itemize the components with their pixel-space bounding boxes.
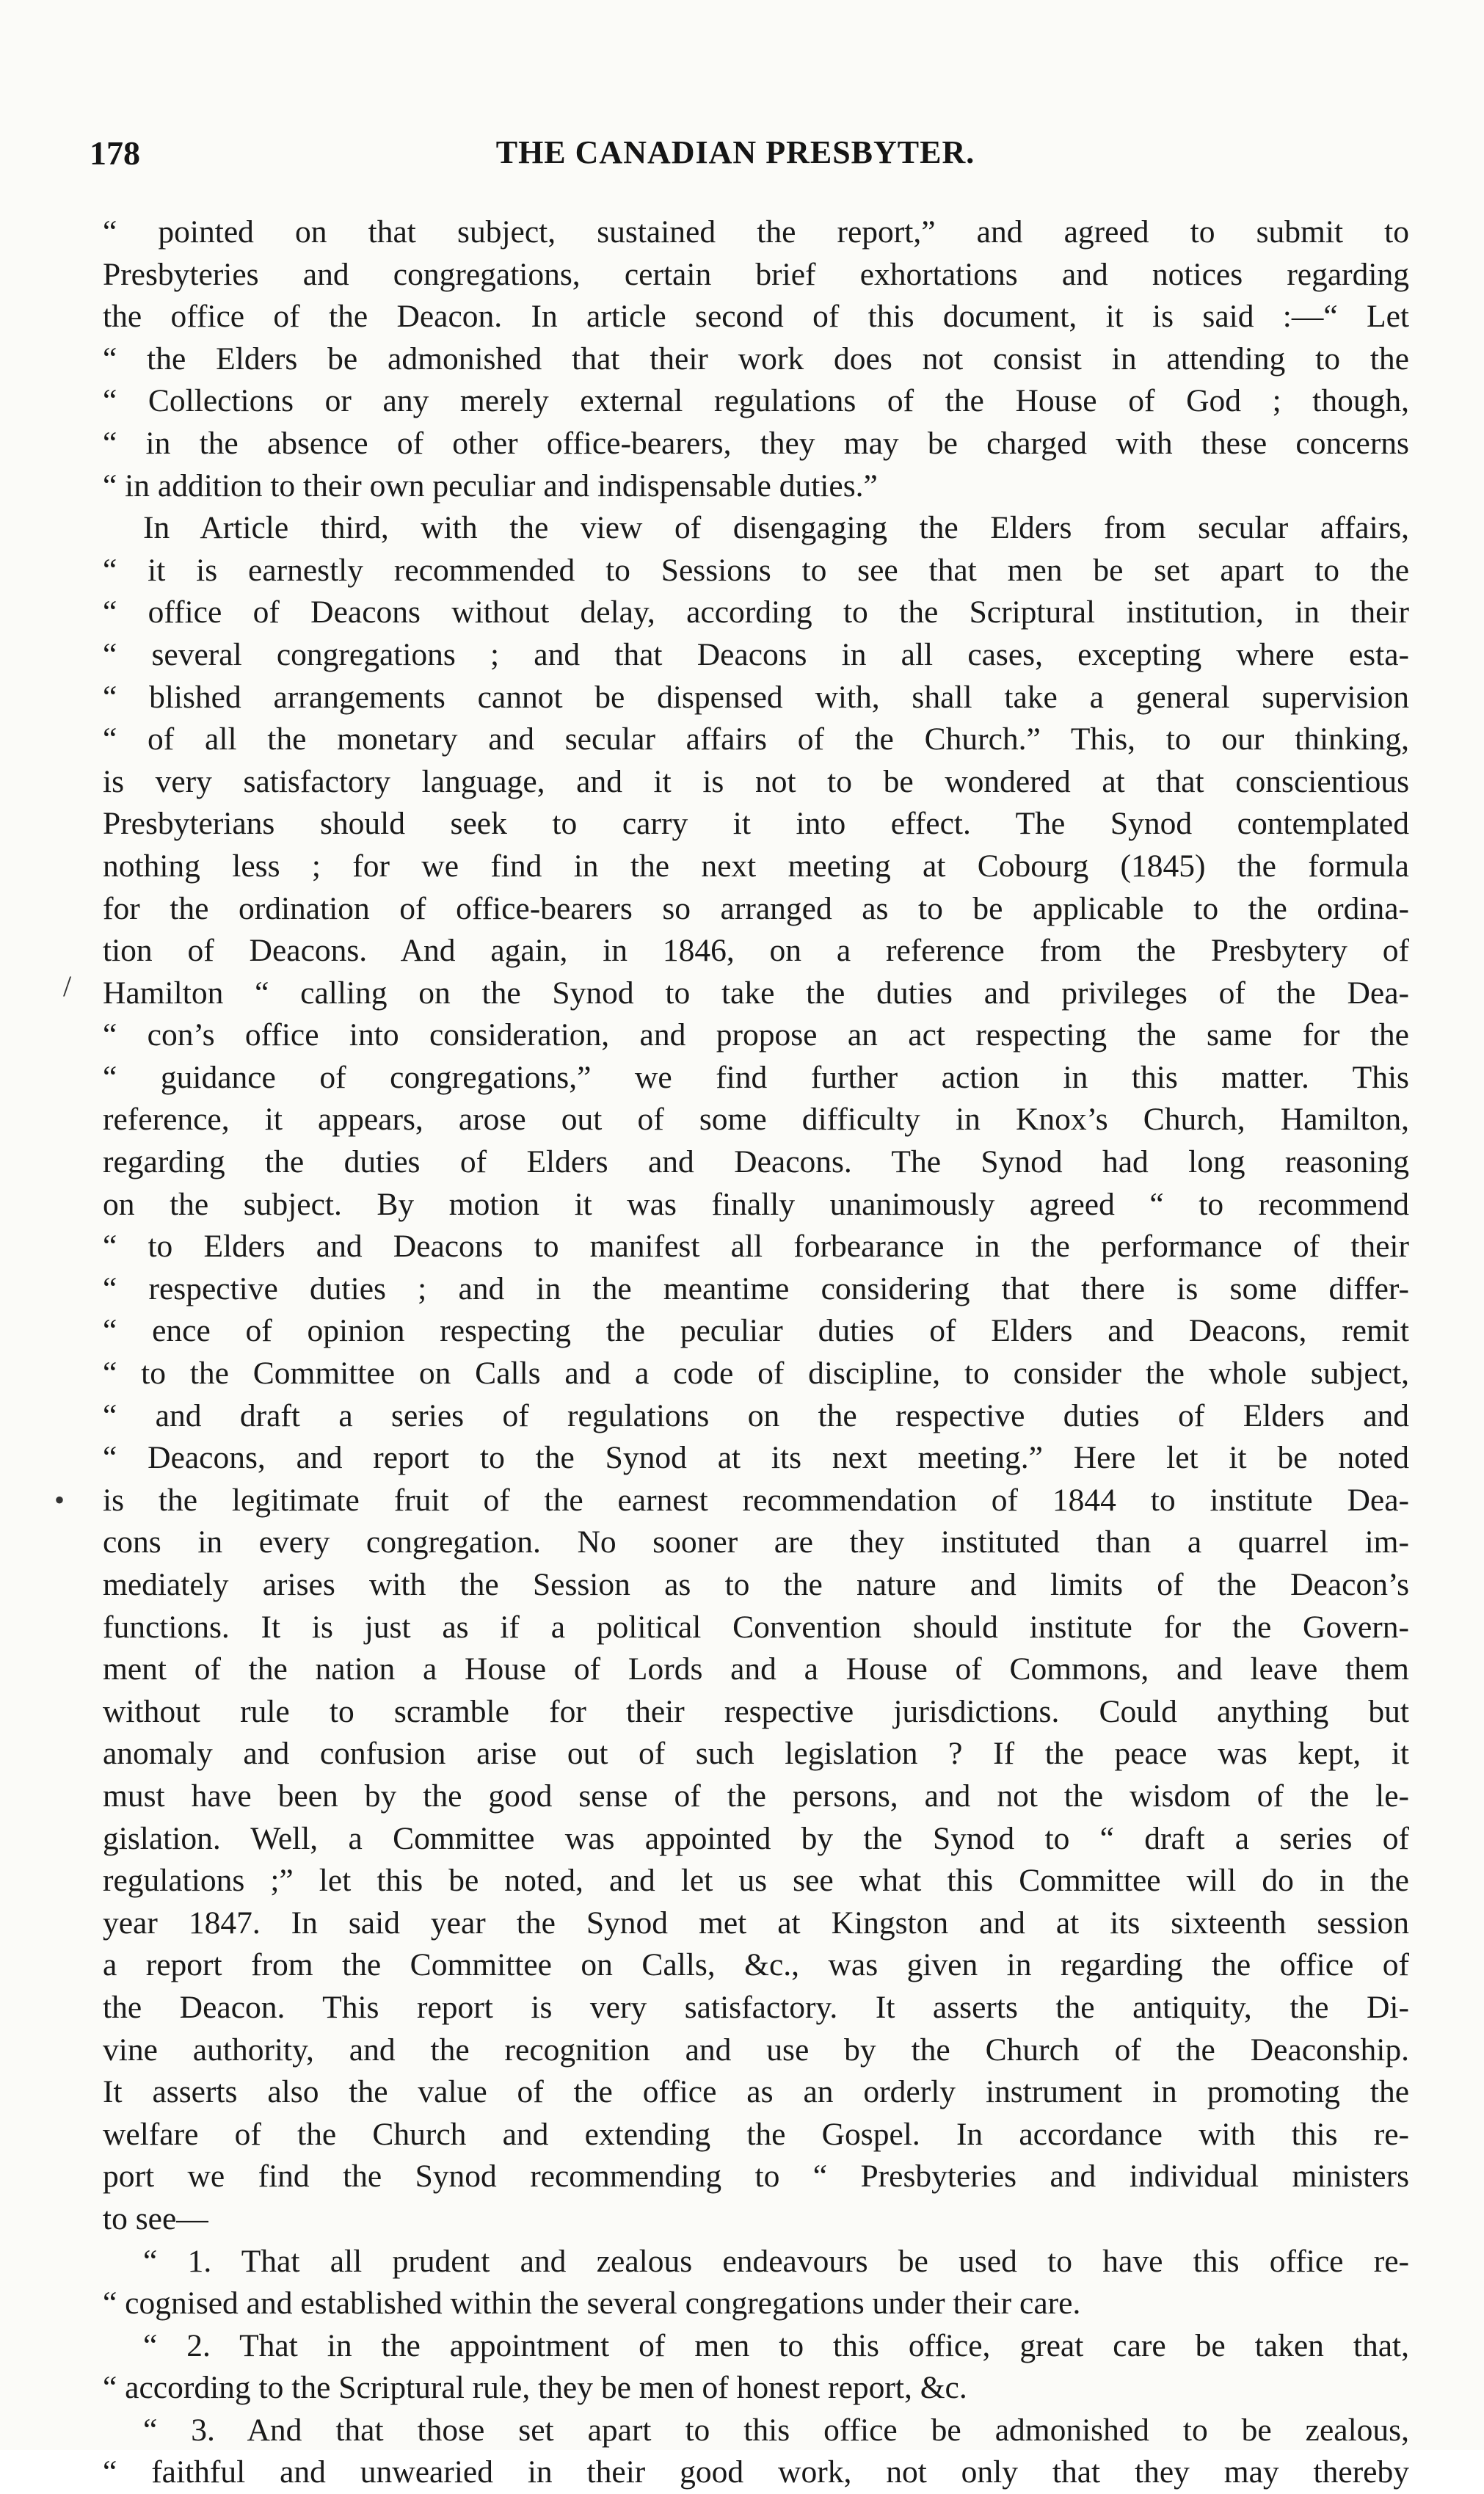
text-line: “ the Elders be admonished that their work does not consist in attending to the (103, 341, 1409, 377)
text-line: year 1847. In said year the Synod met at Kingston and at its sixteenth session (103, 1905, 1409, 1941)
text-line: must have been by the good sense of the persons, and not the wisdom of the le- (103, 1778, 1409, 1814)
text-line: ment of the nation a House of Lords and a House of Commons, and leave them (103, 1651, 1409, 1687)
text-line: vine authority, and the recognition and use by the Church of the Deaconship. (103, 2032, 1409, 2068)
text-line: is very satisfactory language, and it is not to be wondered at that conscientious (103, 763, 1409, 799)
text-line: on the subject. By motion it was finally unanimously agreed “ to recommend (103, 1186, 1409, 1222)
text-line: “ in the absence of other office-bearers, they may be charged with these concerns (103, 425, 1409, 461)
text-line: “ respective duties ; and in the meantime considering that there is some differ- (103, 1270, 1409, 1306)
text-line: “ it is earnestly recommended to Sessions to see that men be set apart to the (103, 552, 1409, 588)
text-line: Hamilton “ calling on the Synod to take the duties and privileges of the Dea- (103, 975, 1409, 1011)
text-line: regarding the duties of Elders and Deacons. The Synod had long reasoning (103, 1144, 1409, 1180)
text-line: “ faithful and unwearied in their good work, not only that they may thereby (103, 2454, 1409, 2490)
running-head: THE CANADIAN PRESBYTER. (495, 134, 975, 170)
text-line: “ 2. That in the appointment of men to this office, great care be taken that, (143, 2327, 1409, 2363)
text-line: a report from the Committee on Calls, &c., was given in regarding the office of (103, 1947, 1409, 1983)
text-line: nothing less ; for we find in the next meeting at Cobourg (1845) the formula (103, 848, 1409, 884)
text-line: functions. It is just as if a political Convention should institute for the Govern- (103, 1609, 1409, 1645)
text-line: “ several congregations ; and that Deacons in all cases, excepting where esta- (103, 636, 1409, 672)
text-line: “ office of Deacons without delay, according to the Scriptural institution, in their (103, 595, 1409, 630)
body-text (103, 211, 1409, 2494)
page-header (90, 134, 1381, 185)
text-line: anomaly and confusion arise out of such legislation ? If the peace was kept, it (103, 1736, 1409, 1772)
margin-mark: • (54, 1483, 65, 1516)
text-line: “ cognised and established within the several congregations under their care. (103, 2286, 1081, 2322)
page-number: 178 (90, 134, 140, 172)
text-line: port we find the Synod recommending to “ Presbyteries and individual ministers (103, 2159, 1409, 2195)
text-line: regulations ;” let this be noted, and let us see what this Committee will do in the (103, 1863, 1409, 1899)
text-line: without rule to scramble for their respective jurisdictions. Could anything but (103, 1693, 1409, 1729)
text-line: mediately arises with the Session as to the nature and limits of the Deacon’s (103, 1567, 1409, 1602)
text-line: “ 1. That all prudent and zealous endeavours be used to have this office re- (143, 2243, 1409, 2279)
text-line: the Deacon. This report is very satisfactory. It asserts the antiquity, the Di- (103, 1989, 1409, 2025)
text-line: “ Collections or any merely external regulations of the House of God ; though, (103, 383, 1409, 419)
text-line: reference, it appears, arose out of some difficulty in Knox’s Church, Hamilton, (103, 1102, 1409, 1138)
text-line: “ pointed on that subject, sustained the report,” and agreed to submit to (103, 214, 1409, 250)
text-line: “ blished arrangements cannot be dispensed with, shall take a general supervision (103, 679, 1409, 715)
text-line: “ ence of opinion respecting the peculiar duties of Elders and Deacons, remit (103, 1313, 1409, 1349)
text-line: “ to Elders and Deacons to manifest all forbearance in the performance of their (103, 1229, 1409, 1265)
text-line: “ Deacons, and report to the Synod at its next meeting.” Here let it be noted (103, 1440, 1409, 1476)
text-line: In Article third, with the view of disengaging the Elders from secular affairs, (143, 510, 1409, 546)
text-line: “ according to the Scriptural rule, they be men of honest report, &c. (103, 2370, 967, 2406)
margin-mark: / (63, 970, 72, 1003)
text-line: “ guidance of congregations,” we find further action in this matter. This (103, 1059, 1409, 1095)
text-line: “ to the Committee on Calls and a code of discipline, to consider the whole subject, (103, 1356, 1409, 1392)
text-line: “ and draft a series of regulations on the respective duties of Elders and (103, 1397, 1409, 1433)
text-line: “ 3. And that those set apart to this office be admonished to be zealous, (143, 2412, 1409, 2448)
text-line: welfare of the Church and extending the Gospel. In accordance with this re- (103, 2116, 1409, 2152)
text-line: for the ordination of office-bearers so arranged as to be applicable to the ordina- (103, 890, 1409, 926)
text-line: Presbyteries and congregations, certain brief exhortations and notices regarding (103, 256, 1409, 292)
text-line: Presbyterians should seek to carry it into effect. The Synod contemplated (103, 806, 1409, 842)
text-line: It asserts also the value of the office as an orderly instrument in promoting the (103, 2074, 1409, 2110)
text-line: “ in addition to their own peculiar and indispensable duties.” (103, 468, 878, 503)
text-line: “ of all the monetary and secular affairs of the Church.” This, to our thinking, (103, 721, 1409, 757)
text-line: cons in every congregation. No sooner are they instituted than a quarrel im- (103, 1524, 1409, 1560)
text-line: “ con’s office into consideration, and propose an act respecting the same for the (103, 1017, 1409, 1053)
text-line: to see— (103, 2200, 208, 2236)
text-line: the office of the Deacon. In article second of this document, it is said :—“ Let (103, 299, 1409, 335)
text-line: gislation. Well, a Committee was appointed by the Synod to “ draft a series of (103, 1820, 1409, 1856)
text-line: tion of Deacons. And again, in 1846, on a reference from the Presbytery of (103, 933, 1409, 969)
text-line: is the legitimate fruit of the earnest recommendation of 1844 to institute Dea- (103, 1482, 1409, 1518)
